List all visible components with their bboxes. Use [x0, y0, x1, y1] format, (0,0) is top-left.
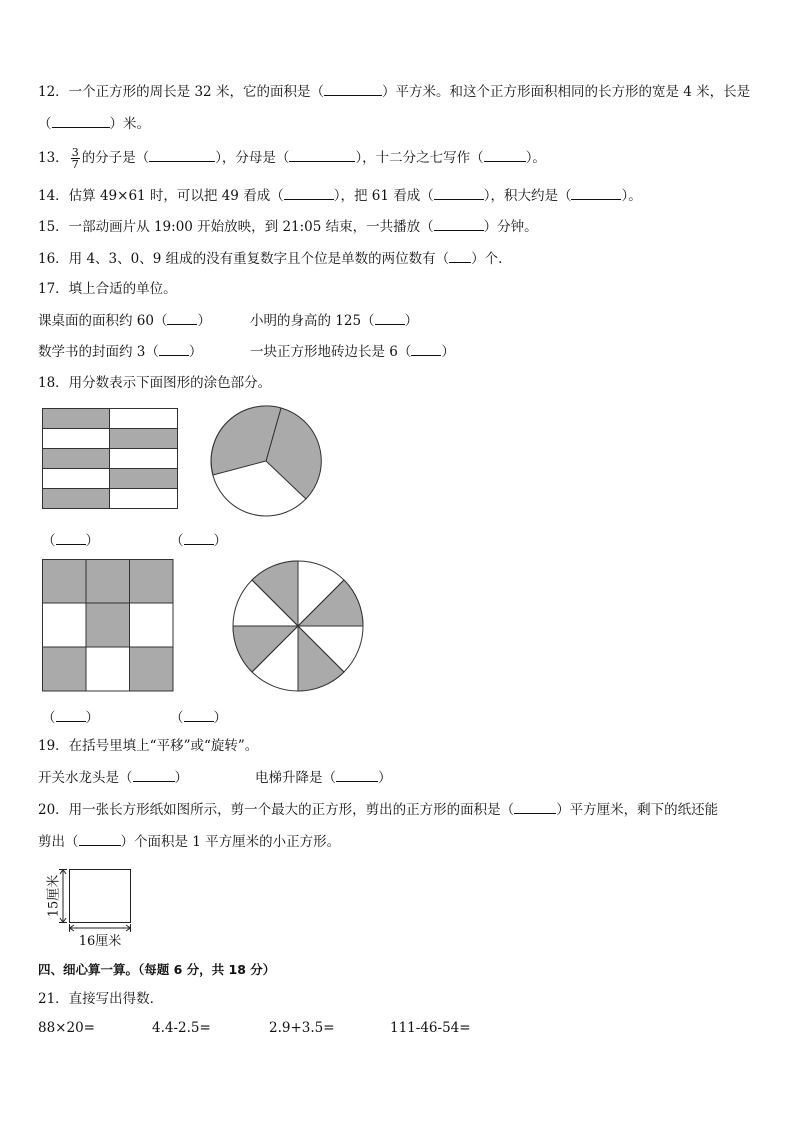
close-paren: ）	[378, 770, 392, 786]
fraction-numerator: 3	[71, 146, 79, 159]
close-paren: ）	[188, 344, 203, 360]
calc-item: 111-46-54=	[390, 1020, 471, 1036]
question-12-line1	[38, 82, 750, 101]
close-paren: ）	[174, 770, 188, 786]
width-label: 16厘米	[78, 934, 122, 949]
close-paren: ）	[441, 344, 455, 360]
figure-rect-grid	[42, 408, 179, 510]
question-17-row2-left	[38, 342, 202, 361]
figure-square-grid	[42, 559, 174, 692]
answer-blank[interactable]	[284, 186, 334, 200]
height-label: 15厘米	[46, 874, 62, 918]
q20-text-b: ）平方厘米，剩下的纸还能	[556, 802, 719, 818]
q16-text-a: 16．用 4、3、0、9 组成的没有重复数字且个位是单数的两位数有（	[38, 251, 450, 267]
question-16	[38, 249, 502, 268]
question-20-line1	[38, 800, 718, 819]
answer-blank[interactable]	[411, 342, 441, 356]
q15-text-b: ）分钟。	[483, 219, 538, 235]
question-19-title: 19．在括号里填上“平移”或“旋转”。	[38, 738, 259, 754]
answer-blank[interactable]	[56, 708, 86, 722]
answer-blank[interactable]	[79, 832, 121, 846]
answer-blank[interactable]	[484, 148, 526, 162]
question-13	[38, 147, 546, 170]
question-21-title: 21．直接写出得数．	[38, 991, 164, 1007]
answer-paren-fig3	[42, 706, 99, 726]
q19-text-elevator: 电梯升降是（	[255, 770, 336, 786]
q17-item-desk: 课桌面的面积约 60（	[38, 313, 168, 329]
q14-text-a: 14．估算 49×61 时，可以把 49 看成（	[38, 188, 284, 204]
q20-text-c: 剪出（	[38, 834, 79, 850]
answer-blank[interactable]	[375, 311, 405, 325]
q14-text-d: ）。	[621, 188, 642, 204]
close-paren: ）	[213, 710, 227, 726]
close-paren: ）	[85, 710, 99, 726]
question-20-line2	[38, 832, 340, 851]
calc-item: 2.9+3.5=	[269, 1020, 335, 1036]
q13-text-d: ）。	[525, 150, 546, 166]
figure-circle-eighths	[232, 560, 364, 692]
answer-paren-fig2	[170, 529, 227, 549]
question-17-title: 17．填上合适的单位。	[38, 281, 177, 297]
answer-paren-fig4	[170, 706, 227, 726]
answer-blank[interactable]	[434, 217, 484, 231]
question-14	[38, 186, 642, 205]
fraction-3-7	[71, 147, 80, 170]
question-19-item-tap	[38, 768, 188, 787]
answer-blank[interactable]	[324, 82, 382, 96]
q13-number: 13．	[38, 150, 69, 166]
q20-text-d: ）个面积是 1 平方厘米的小正方形。	[120, 834, 341, 850]
calc-item: 88×20=	[38, 1020, 95, 1036]
q14-text-b: ），把 61 看成（	[333, 188, 434, 204]
q13-text-c: ），十二分之七写作（	[355, 150, 484, 166]
q20-text-a: 20．用一张长方形纸如图所示，剪一个最大的正方形，剪出的正方形的面积是（	[38, 802, 515, 818]
question-18-title: 18．用分数表示下面图形的涂色部分。	[38, 375, 272, 391]
answer-blank[interactable]	[449, 249, 471, 263]
q17-item-height: 小明的身高的 125（	[250, 313, 375, 329]
question-21-items	[38, 1019, 471, 1037]
q16-text-b: ）个.	[471, 251, 503, 267]
answer-blank[interactable]	[336, 768, 378, 782]
q19-text-tap: 开关水龙头是（	[38, 770, 133, 786]
open-paren: （	[42, 710, 56, 726]
answer-paren-fig1	[42, 529, 99, 549]
open-paren: （	[170, 710, 184, 726]
close-paren: ）	[197, 313, 211, 329]
close-paren: ）	[85, 533, 99, 549]
figure-paper-rectangle	[42, 866, 142, 952]
answer-blank[interactable]	[184, 708, 214, 722]
answer-blank[interactable]	[52, 114, 110, 128]
q13-text-a: 的分子是（	[81, 150, 150, 166]
open-paren: （	[170, 533, 184, 549]
answer-blank[interactable]	[571, 186, 621, 200]
q15-text-a: 15．一部动画片从 19:00 开始放映，到 21:05 结束，一共播放（	[38, 219, 434, 235]
q12-text-d: ）米。	[109, 116, 150, 132]
fraction-denominator: 7	[71, 158, 79, 171]
q17-item-tile: 一块正方形地砖边长是 6（	[250, 344, 412, 360]
answer-blank[interactable]	[159, 342, 189, 356]
q12-text-b: ）平方米。和这个正方形面积相同的长方形的宽是 4 米，长是	[381, 84, 751, 100]
q17-item-book: 数学书的封面约 3（	[38, 344, 159, 360]
q13-text-b: ），分母是（	[215, 150, 290, 166]
question-17-row1-left	[38, 311, 211, 330]
question-19-item-elevator	[255, 768, 392, 787]
question-15	[38, 217, 538, 236]
q14-text-c: ），积大约是（	[483, 188, 572, 204]
close-paren: ）	[404, 313, 419, 329]
answer-blank[interactable]	[289, 148, 355, 162]
answer-blank[interactable]	[149, 148, 215, 162]
open-paren: （	[42, 533, 56, 549]
question-17-row1-right	[250, 311, 418, 330]
figure-circle-thirds	[210, 405, 322, 517]
q12-text-c: （	[38, 116, 52, 132]
question-12-line2	[38, 114, 150, 133]
answer-blank[interactable]	[514, 800, 556, 814]
q12-text-a: 12．一个正方形的周长是 32 米，它的面积是（	[38, 84, 324, 100]
section-4-heading: 四、细心算一算。（每题 6 分，共 18 分）	[38, 962, 276, 977]
answer-blank[interactable]	[133, 768, 175, 782]
close-paren: ）	[213, 533, 227, 549]
calc-item: 4.4-2.5=	[152, 1020, 211, 1036]
answer-blank[interactable]	[434, 186, 484, 200]
answer-blank[interactable]	[184, 531, 214, 545]
answer-blank[interactable]	[167, 311, 197, 325]
answer-blank[interactable]	[56, 531, 86, 545]
question-17-row2-right	[250, 342, 455, 361]
